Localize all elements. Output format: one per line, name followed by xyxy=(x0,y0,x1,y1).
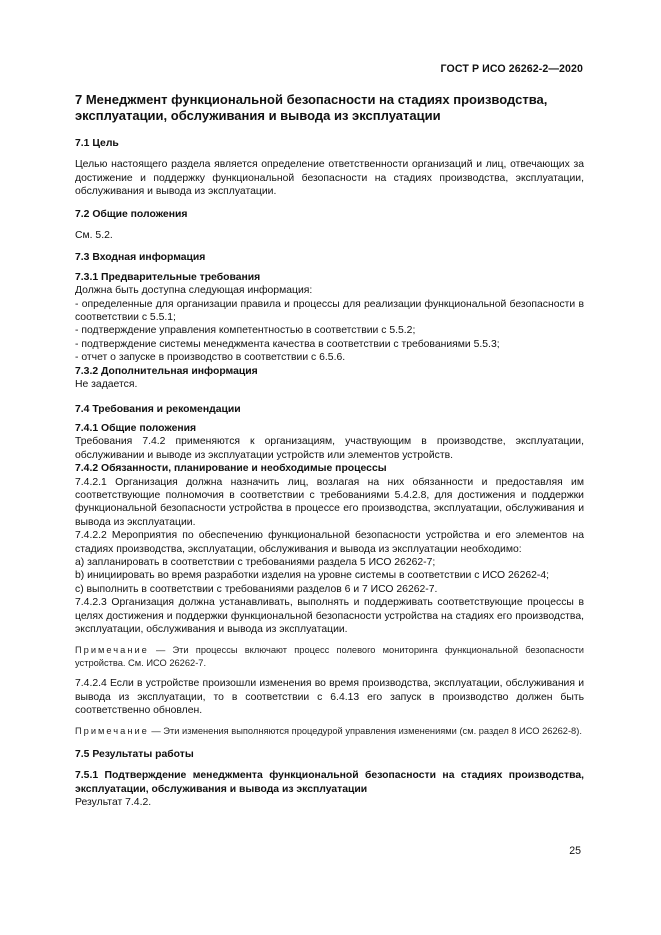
heading-7-5-1: 7.5.1 Подтверждение менеджмента функциональной безопасности на стадиях производства, эксплуатации, обслуживания и вывода из эксплуатации xyxy=(75,770,584,795)
heading-7-4-2: 7.4.2 Обязанности, планирование и необходимые процессы xyxy=(75,463,387,475)
heading-7-2: 7.2 Общие положения xyxy=(75,208,188,220)
paragraph-7-1: Целью настоящего раздела является определение ответственности организаций и лиц, отвечающих за достижение и поддержку функциональной безопасности на стадиях производства, эксплуатации, обслуживания и вывода из эксплуатации. xyxy=(75,159,584,198)
heading-7-4-1: 7.4.1 Общие положения xyxy=(75,422,197,434)
note-label: Примечание xyxy=(75,726,149,737)
paragraph-7-4-1: Требования 7.4.2 применяются к организациям, участвующим в производстве, эксплуатации, обслуживании и выводе из эксплуатации устройств или элементов устройств. xyxy=(75,436,584,461)
list-item: b) инициировать во время разработки изделия на уровне системы в соответствии с ИСО 26262-4; xyxy=(75,570,550,582)
heading-7-4: 7.4 Требования и рекомендации xyxy=(75,403,241,415)
paragraph-7-3-2: Не задается. xyxy=(75,379,138,391)
heading-7-3-2: 7.3.2 Дополнительная информация xyxy=(75,365,258,377)
paragraph-7-4-2-1: 7.4.2.1 Организация должна назначить лиц, возлагая на них обязанности и предоставляя им соответствующие полномочия в соответствии с требованиями 5.4.2.8, для достижения и поддержки функциональной безопасности устройства в процессе его производства, эксплуатации, обслуживания и вывода из эксплуатации. xyxy=(75,476,584,528)
heading-7-1: 7.1 Цель xyxy=(75,138,119,149)
heading-7-3: 7.3 Входная информация xyxy=(75,252,206,264)
note-label: Примечание xyxy=(75,645,149,656)
heading-7-3-1: 7.3.1 Предварительные требования xyxy=(75,271,261,283)
page-number: 25 xyxy=(569,845,581,857)
note-text: — Эти изменения выполняются процедурой управления изменениями (см. раздел 8 ИСО 26262-8). xyxy=(151,726,582,737)
paragraph-7-4-2-2: 7.4.2.2 Мероприятия по обеспечению функциональной безопасности устройства и его элементов на стадиях производства, эксплуатации, обслуживания и вывода из эксплуатации необходимо: xyxy=(75,530,584,555)
paragraph-7-4-2-3: 7.4.2.3 Организация должна устанавливать, выполнять и поддерживать соответствующие процессы в целях достижения и поддержки функциональной безопасности устройства на стадиях его производства, эксплуатации, обслуживания и вывода из эксплуатации. xyxy=(75,597,584,635)
standard-header: ГОСТ Р ИСО 26262-2—2020 xyxy=(440,63,583,75)
paragraph-7-2: См. 5.2. xyxy=(75,230,113,242)
note-text: — Эти процессы включают процесс полевого мониторинга функциональной безопасности устройства. См. ИСО 26262-7. xyxy=(75,645,584,668)
note-2 xyxy=(75,725,584,737)
section-title: 7 Менеджмент функциональной безопасности на стадиях производства, эксплуатации, обслуживания и вывода из эксплуатации xyxy=(75,92,548,123)
heading-7-5: 7.5 Результаты работы xyxy=(75,748,194,760)
list-item: c) выполнить в соответствии с требованиями разделов 6 и 7 ИСО 26262-7. xyxy=(75,583,438,595)
page-content xyxy=(75,92,584,809)
list-item: a) запланировать в соответствии с требованиями раздела 5 ИСО 26262-7; xyxy=(75,556,436,568)
paragraph-7-5-1: Результат 7.4.2. xyxy=(75,797,152,809)
note-1 xyxy=(75,644,584,669)
paragraph-7-3-1-intro: Должна быть доступна следующая информация: xyxy=(75,285,313,297)
list-item: - подтверждение системы менеджмента качества в соответствии с требованиями 5.5.3; xyxy=(75,338,500,350)
list-item: - подтверждение управления компетентностью в соответствии с 5.5.2; xyxy=(75,325,416,337)
paragraph-7-4-2-4: 7.4.2.4 Если в устройстве произошли изменения во время производства, эксплуатации, обслуживания и вывода из эксплуатации, то в соответствии с 6.4.13 его запуск в производство должен быть соответственно обновлен. xyxy=(75,678,584,717)
list-item: - отчет о запуске в производство в соответствии с 6.5.6. xyxy=(75,352,346,364)
list-item: - определенные для организации правила и процессы для реализации функциональной безопасности в соответствии с 5.5.1; xyxy=(75,298,584,324)
